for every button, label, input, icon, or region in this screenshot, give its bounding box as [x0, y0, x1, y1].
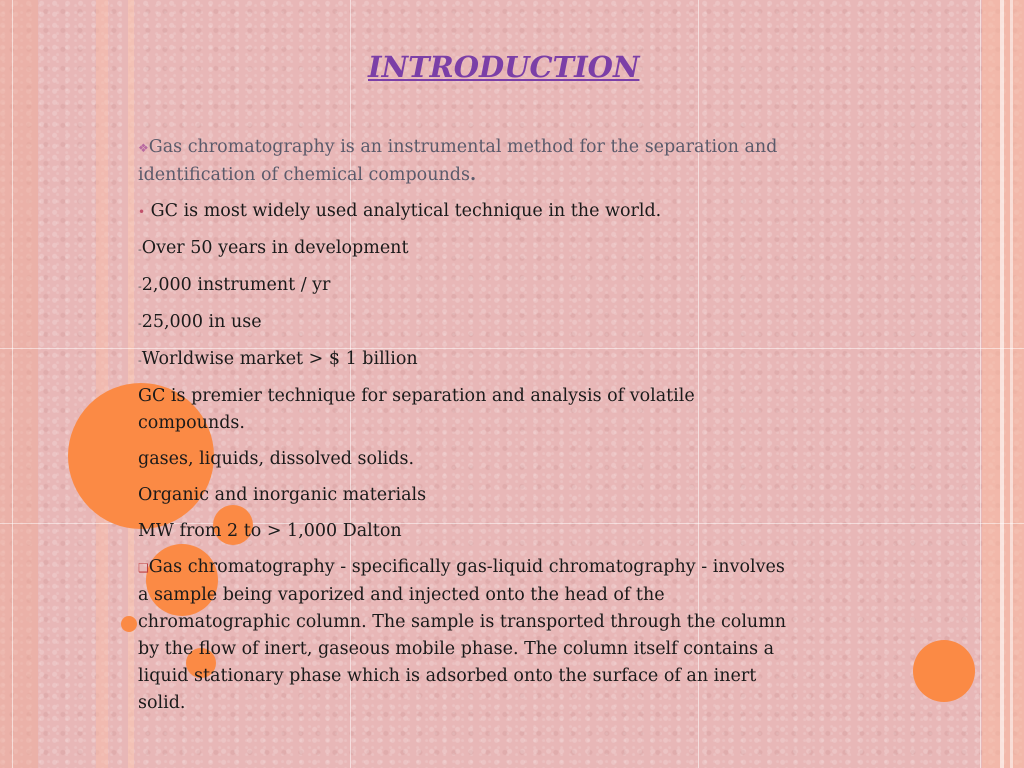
- paragraph-gc-definition: ❖Gas chromatography is an instrumental method for the separation and: [138, 137, 778, 157]
- right-stripe-2: [1000, 0, 1004, 768]
- dash-bullet-icon: -: [138, 317, 142, 330]
- paragraph-gas-liquid-line6: solid.: [138, 693, 186, 713]
- list-item-market: -Worldwise market > $ 1 billion: [138, 349, 418, 369]
- left-stripe-1: [0, 0, 38, 768]
- left-stripe-2: [96, 0, 108, 768]
- grid-line-v4: [980, 0, 981, 768]
- paragraph-gas-liquid-line4: by the flow of inert, gaseous mobile phase. The column itself contains a: [138, 639, 775, 659]
- right-stripe-3: [1010, 0, 1013, 768]
- grid-line-v1: [12, 0, 13, 768]
- list-item-mw: MW from 2 to > 1,000 Dalton: [138, 521, 402, 541]
- list-item-development: -Over 50 years in development: [138, 238, 409, 258]
- slide-title: INTRODUCTION: [368, 50, 640, 84]
- list-item-materials: Organic and inorganic materials: [138, 485, 427, 505]
- dot-bullet-icon: •: [138, 205, 146, 219]
- paragraph-gas-liquid-line5: liquid stationary phase which is adsorbed onto the surface of an inert: [138, 666, 757, 686]
- paragraph-widely-used: • GC is most widely used analytical technique in the world.: [138, 201, 662, 221]
- dash-bullet-icon: -: [138, 354, 142, 367]
- decor-circle-right: [913, 640, 975, 702]
- paragraph-gas-liquid: ❑Gas chromatography - specifically gas-liquid chromatography - involves: [138, 557, 785, 577]
- paragraph-premier-technique: GC is premier technique for separation and analysis of volatile: [138, 386, 695, 406]
- paragraph-gas-liquid-line3: chromatographic column. The sample is transported through the column: [138, 612, 787, 632]
- list-item-in-use: -25,000 in use: [138, 312, 262, 332]
- slide-content: [138, 134, 918, 717]
- decor-circle-dot: [121, 616, 137, 632]
- paragraph-gc-definition-cont: identification of chemical compounds.: [138, 165, 477, 185]
- diamond-bullet-icon: ❖: [138, 141, 149, 155]
- paragraph-premier-technique-cont: compounds.: [138, 413, 245, 433]
- list-item-gases: gases, liquids, dissolved solids.: [138, 449, 415, 469]
- paragraph-gas-liquid-line2: a sample being vaporized and injected onto the head of the: [138, 585, 665, 605]
- dash-bullet-icon: -: [138, 243, 142, 256]
- list-item-instruments: -2,000 instrument / yr: [138, 275, 331, 295]
- dash-bullet-icon: -: [138, 280, 142, 293]
- square-bullet-icon: ❑: [138, 561, 149, 575]
